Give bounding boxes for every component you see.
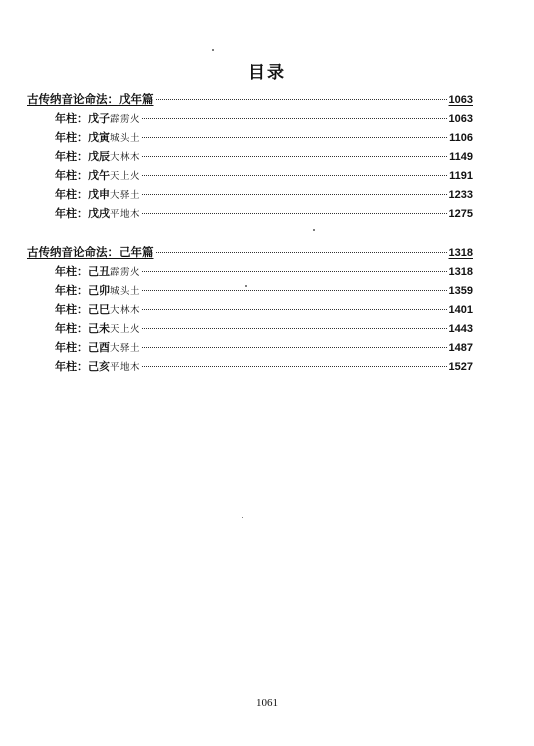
dot-leader: [142, 118, 447, 119]
dot-leader: [156, 252, 447, 253]
toc-entry-page: 1359: [448, 285, 473, 297]
dot-leader: [142, 156, 447, 157]
toc-entry-stem: 戊子: [88, 112, 110, 125]
dot-leader: [142, 213, 447, 214]
toc-entry-stem: 戊午: [88, 169, 110, 182]
toc-entry-prefix: 年柱：: [55, 322, 88, 335]
toc-entry-element: 霹雳火: [110, 267, 141, 278]
toc-entry[interactable]: [27, 147, 473, 166]
dot-leader: [142, 175, 447, 176]
toc-entry-prefix: 年柱：: [55, 360, 88, 373]
toc-entry-element: 城头土: [110, 286, 141, 297]
toc-heading-label: 古传纳音论命法：戊年篇: [27, 92, 154, 106]
toc-section-wu: [27, 90, 473, 223]
toc-entry-prefix: 年柱：: [55, 188, 88, 201]
toc-entry-page: 1233: [448, 189, 473, 201]
table-of-contents: [27, 90, 473, 376]
toc-entry[interactable]: [27, 281, 473, 300]
toc-entry-prefix: 年柱：: [55, 150, 88, 163]
toc-entry-stem: 己亥: [88, 360, 110, 373]
toc-entry-stem: 己酉: [88, 341, 110, 354]
toc-entry-page: 1318: [448, 266, 473, 278]
dot-leader: [142, 366, 447, 367]
page-number: 1061: [256, 697, 278, 709]
toc-entry-page: 1191: [449, 170, 473, 182]
toc-entry-page: 1063: [448, 113, 473, 125]
toc-heading-page: 1063: [448, 94, 473, 106]
toc-entry-prefix: 年柱：: [55, 131, 88, 144]
dot-leader: [142, 347, 447, 348]
toc-entry-page: 1275: [448, 208, 473, 220]
page-title: 目录: [248, 63, 286, 83]
toc-entry[interactable]: [27, 204, 473, 223]
toc-entry-prefix: 年柱：: [55, 303, 88, 316]
dot-leader: [156, 99, 447, 100]
toc-entry-stem: 戊戌: [88, 207, 110, 220]
toc-entry[interactable]: [27, 319, 473, 338]
dot-leader: [142, 328, 447, 329]
toc-entry-page: 1527: [448, 361, 473, 373]
toc-entry[interactable]: [27, 262, 473, 281]
toc-entry-element: 平地木: [110, 362, 141, 373]
toc-entry-element: 大驿土: [110, 190, 141, 201]
dot-leader: [142, 309, 447, 310]
dot-leader: [142, 271, 447, 272]
toc-entry-page: 1106: [449, 132, 473, 144]
toc-entry-element: 大驿土: [110, 343, 141, 354]
toc-entry-element: 大林木: [110, 305, 141, 316]
scan-speck: [242, 517, 243, 518]
toc-heading[interactable]: [27, 243, 473, 262]
toc-entry-stem: 己丑: [88, 265, 110, 278]
scan-speck: [313, 229, 315, 231]
toc-section-ji: [27, 243, 473, 376]
toc-entry-stem: 己卯: [88, 284, 110, 297]
toc-entry-page: 1443: [448, 323, 473, 335]
toc-entry-prefix: 年柱：: [55, 207, 88, 220]
scan-speck: [245, 285, 247, 287]
toc-entry-element: 城头土: [110, 133, 141, 144]
dot-leader: [142, 290, 447, 291]
toc-entry[interactable]: [27, 338, 473, 357]
toc-entry-prefix: 年柱：: [55, 169, 88, 182]
toc-entry-element: 霹雳火: [110, 114, 141, 125]
toc-entry[interactable]: [27, 128, 473, 147]
toc-entry-element: 天上火: [110, 171, 141, 182]
toc-entry-element: 平地木: [110, 209, 141, 220]
toc-entry-page: 1487: [448, 342, 473, 354]
toc-entry-stem: 戊辰: [88, 150, 110, 163]
toc-entry[interactable]: [27, 185, 473, 204]
toc-entry-stem: 戊申: [88, 188, 110, 201]
toc-heading-page: 1318: [448, 247, 473, 259]
toc-heading-label: 古传纳音论命法：己年篇: [27, 245, 154, 259]
scan-speck: [212, 49, 214, 51]
toc-entry-element: 天上火: [110, 324, 141, 335]
toc-entry-stem: 戊寅: [88, 131, 110, 144]
toc-entry-page: 1149: [449, 151, 473, 163]
toc-entry-element: 大林木: [110, 152, 141, 163]
dot-leader: [142, 137, 447, 138]
toc-entry[interactable]: [27, 109, 473, 128]
toc-entry-stem: 己未: [88, 322, 110, 335]
toc-entry-page: 1401: [448, 304, 473, 316]
toc-heading[interactable]: [27, 90, 473, 109]
toc-entry[interactable]: [27, 300, 473, 319]
toc-entry-prefix: 年柱：: [55, 341, 88, 354]
toc-entry-prefix: 年柱：: [55, 112, 88, 125]
toc-entry[interactable]: [27, 357, 473, 376]
toc-entry-prefix: 年柱：: [55, 265, 88, 278]
toc-entry-prefix: 年柱：: [55, 284, 88, 297]
dot-leader: [142, 194, 447, 195]
toc-entry-stem: 己巳: [88, 303, 110, 316]
toc-entry[interactable]: [27, 166, 473, 185]
